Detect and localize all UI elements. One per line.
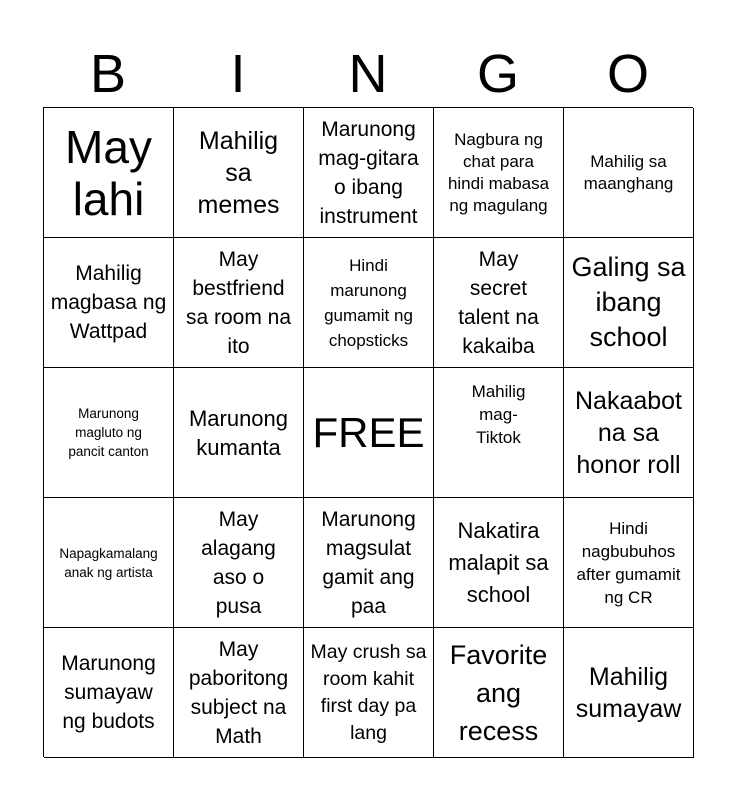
cell-text: Marunong mag-gitara o ibang instrument xyxy=(318,117,419,228)
header-letter-n: N xyxy=(348,44,388,104)
bingo-cell[interactable] xyxy=(44,368,174,498)
cell-text: Mahilig sa memes xyxy=(197,126,280,219)
cell-text: Marunong magluto ng pancit canton xyxy=(68,406,149,459)
bingo-cell[interactable] xyxy=(44,108,174,238)
cell-text: Marunong sumayaw ng budots xyxy=(61,652,156,733)
bingo-cell[interactable] xyxy=(434,108,564,238)
bingo-cell[interactable] xyxy=(434,238,564,368)
header-letter-i: I xyxy=(230,44,246,104)
bingo-cell[interactable] xyxy=(174,368,304,498)
bingo-cell[interactable] xyxy=(304,108,434,238)
cell-text: Mahilig magbasa ng Wattpad xyxy=(50,262,167,343)
cell-text: May bestfriend sa room na ito xyxy=(185,247,292,358)
bingo-cell[interactable] xyxy=(174,238,304,368)
bingo-cell[interactable] xyxy=(44,628,174,758)
cell-text: Mahilig sumayaw xyxy=(575,662,682,723)
bingo-cell[interactable] xyxy=(564,498,694,628)
cell-text: Napagkamalang anak ng artista xyxy=(59,545,158,580)
bingo-cell[interactable] xyxy=(304,238,434,368)
bingo-cell[interactable] xyxy=(174,108,304,238)
cell-text: Nakaabot na sa honor roll xyxy=(574,386,683,479)
cell-text: May secret talent na kakaiba xyxy=(458,247,539,358)
bingo-cell[interactable] xyxy=(304,498,434,628)
cell-text: May alagang aso o pusa xyxy=(201,507,276,618)
bingo-cell[interactable] xyxy=(434,368,564,498)
header-letter-b: B xyxy=(89,44,127,104)
bingo-header xyxy=(43,40,693,108)
bingo-cell free-space[interactable] xyxy=(304,368,434,498)
cell-text: Nagbura ng chat para hindi mabasa ng magulang xyxy=(447,129,550,215)
bingo-cell[interactable] xyxy=(564,628,694,758)
cell-text: Nakatira malapit sa school xyxy=(448,517,549,607)
cell-text: Mahilig mag-Tiktok xyxy=(471,382,526,447)
cell-text: May crush sa room kahit first day pa lang xyxy=(310,640,427,744)
bingo-cell[interactable] xyxy=(44,238,174,368)
bingo-cell[interactable] xyxy=(174,498,304,628)
cell-text: Marunong magsulat gamit ang paa xyxy=(321,507,416,618)
bingo-grid xyxy=(43,107,693,757)
cell-text: May lahi xyxy=(65,120,152,225)
cell-text: May paboritong subject na Math xyxy=(188,637,289,748)
bingo-cell[interactable] xyxy=(434,498,564,628)
bingo-cell[interactable] xyxy=(564,108,694,238)
cell-text: Marunong kumanta xyxy=(188,405,289,460)
bingo-cell[interactable] xyxy=(304,628,434,758)
cell-text: Favorite ang recess xyxy=(449,639,548,746)
header-letter-o: O xyxy=(606,44,649,104)
cell-text: Hindi marunong gumamit ng chopsticks xyxy=(324,255,413,350)
bingo-cell[interactable] xyxy=(564,368,694,498)
bingo-cell[interactable] xyxy=(434,628,564,758)
bingo-cell[interactable] xyxy=(564,238,694,368)
bingo-cell[interactable] xyxy=(174,628,304,758)
free-space-text: FREE xyxy=(312,408,425,456)
cell-text: Galing sa ibang school xyxy=(571,252,686,352)
bingo-cell[interactable] xyxy=(44,498,174,628)
cell-text: Hindi nagbubuhos after gumamit ng CR xyxy=(576,518,681,607)
cell-text: Mahilig sa maanghang xyxy=(583,151,674,193)
header-letter-g: G xyxy=(476,44,519,104)
